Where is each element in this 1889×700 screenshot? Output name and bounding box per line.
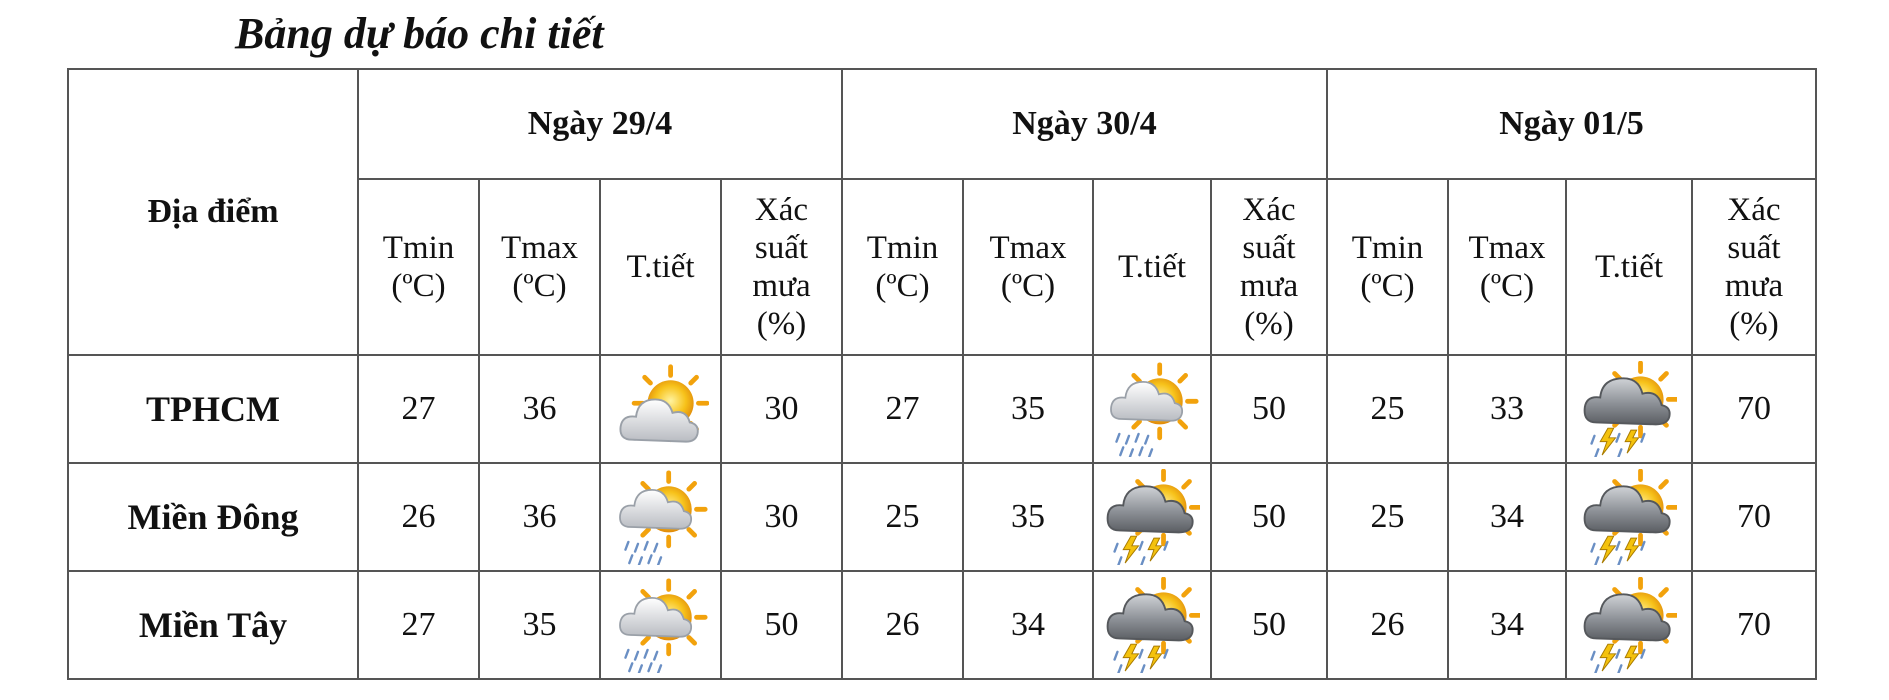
thunderstorm-icon (1093, 571, 1211, 679)
rain-probability-cell: 50 (1211, 355, 1327, 463)
showers-icon (1093, 355, 1211, 463)
table-row (68, 571, 1816, 679)
rain-probability-cell: 50 (1211, 571, 1327, 679)
rain-probability-cell: 70 (1692, 571, 1816, 679)
weather-header: T.tiết (1093, 179, 1211, 355)
day-header: Ngày 30/4 (842, 69, 1327, 179)
rain-probability-header: Xác suất mưa (%) (721, 179, 842, 355)
day-header: Ngày 29/4 (358, 69, 842, 179)
tmax-header: Tmax (ºC) (1448, 179, 1566, 355)
tmin-cell: 26 (1327, 571, 1448, 679)
thunderstorm-icon (1566, 355, 1692, 463)
rain-probability-cell: 30 (721, 463, 842, 571)
tmax-cell: 34 (1448, 463, 1566, 571)
day-header: Ngày 01/5 (1327, 69, 1816, 179)
page-title: Bảng dự báo chi tiết (235, 9, 604, 58)
location-cell: Miền Tây (68, 571, 358, 679)
weather-header: T.tiết (1566, 179, 1692, 355)
weather-header: T.tiết (600, 179, 721, 355)
tmax-cell: 35 (963, 355, 1093, 463)
tmax-cell: 35 (479, 571, 600, 679)
tmax-cell: 34 (1448, 571, 1566, 679)
tmin-header: Tmin (ºC) (842, 179, 963, 355)
tmin-cell: 26 (358, 463, 479, 571)
thunderstorm-icon (1566, 463, 1692, 571)
rain-probability-cell: 70 (1692, 463, 1816, 571)
tmin-header: Tmin (ºC) (1327, 179, 1448, 355)
tmin-cell: 27 (358, 355, 479, 463)
tmin-cell: 26 (842, 571, 963, 679)
table-row (68, 463, 1816, 571)
tmax-cell: 36 (479, 355, 600, 463)
showers-icon (600, 571, 721, 679)
location-cell: TPHCM (68, 355, 358, 463)
tmin-header: Tmin (ºC) (358, 179, 479, 355)
rain-probability-cell: 50 (721, 571, 842, 679)
partly-cloudy-icon (600, 355, 721, 463)
thunderstorm-icon (1093, 463, 1211, 571)
tmax-cell: 36 (479, 463, 600, 571)
rain-probability-header: Xác suất mưa (%) (1692, 179, 1816, 355)
table-row (68, 355, 1816, 463)
tmax-cell: 34 (963, 571, 1093, 679)
tmax-cell: 33 (1448, 355, 1566, 463)
location-cell: Miền Đông (68, 463, 358, 571)
rain-probability-cell: 30 (721, 355, 842, 463)
showers-icon (600, 463, 721, 571)
thunderstorm-icon (1566, 571, 1692, 679)
tmax-header: Tmax (ºC) (963, 179, 1093, 355)
tmin-cell: 27 (358, 571, 479, 679)
tmin-cell: 25 (842, 463, 963, 571)
rain-probability-cell: 70 (1692, 355, 1816, 463)
rain-probability-cell: 50 (1211, 463, 1327, 571)
tmax-cell: 35 (963, 463, 1093, 571)
rain-probability-header: Xác suất mưa (%) (1211, 179, 1327, 355)
forecast-table (67, 68, 1817, 680)
tmin-cell: 25 (1327, 463, 1448, 571)
location-header: Địa điểm (68, 69, 358, 355)
tmax-header: Tmax (ºC) (479, 179, 600, 355)
tmin-cell: 27 (842, 355, 963, 463)
tmin-cell: 25 (1327, 355, 1448, 463)
